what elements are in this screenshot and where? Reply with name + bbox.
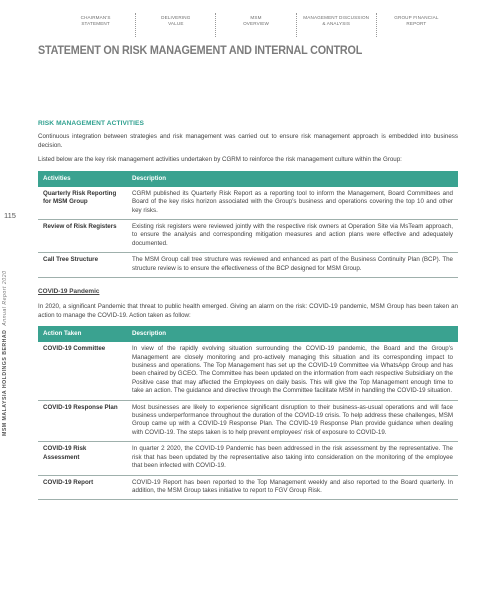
top-navigation — [56, 13, 456, 37]
activities-table — [38, 171, 458, 278]
table-row — [38, 220, 458, 253]
table-header-row — [38, 326, 458, 342]
table-row — [38, 400, 458, 442]
table-row — [38, 342, 458, 400]
activity-description: CGRM published its Quarterly Risk Report as a reporting tool to inform the Management, Board Committees and Board of the key risks horizon associated with the Group's business and operations covering the top 10 and other key risks. — [127, 187, 458, 220]
table-row — [38, 253, 458, 278]
sidebar-report: Annual Report 2020 — [2, 270, 8, 326]
action-description: In view of the rapidly evolving situation surrounding the COVID-19 pandemic, the Board and the Group's Management are closely monitoring and pro-actively managing this situation and its corresponding impact to business and operations. The Top Management has set up the COVID-19 Committee via WhatsApp Group and has been chaired by GCEO. The Committee has been updated on the information from each respective Subsidiary on the Positive case that may affected the Employees on daily basis. This will give the Top Management enough time to take an action. The guidance and directive through the Committee facilitate MSM in handling the COVID-19 situation. — [127, 342, 458, 400]
action-description: COVID-19 Report has been reported to the Top Management weekly and also reported to the Board quarterly. In addition, the MSM Group takes initiative to report to FGV Group Risk. — [127, 475, 458, 500]
activity-name: Review of Risk Registers — [38, 220, 127, 253]
activity-description: The MSM Group call tree structure was reviewed and enhanced as part of the Business Continuity Plan (BCP). The structure review is to ensure the effectiveness of the BCP designed for MSM Group. — [127, 253, 458, 278]
action-name: COVID-19 Committee — [38, 342, 127, 400]
table-header-row — [38, 171, 458, 187]
action-name: COVID-19 Risk Assessment — [38, 442, 127, 475]
covid-actions-table — [38, 326, 458, 500]
list-intro-paragraph: Listed below are the key risk management activities undertaken by CGRM to reinforce the risk management culture within the Group: — [38, 156, 402, 164]
activity-description: Existing risk registers were reviewed jointly with the respective risk owners at Operation Site via MsTeam approach, to ensure the analysis and corresponding mitigation measures and action plans were effective and adequately documented. — [127, 220, 458, 253]
page-number: 115 — [4, 211, 16, 220]
activity-name: Call Tree Structure — [38, 253, 127, 278]
nav-management-discussion[interactable]: MANAGEMENT DISCUSSION & ANALYSIS — [297, 13, 377, 37]
activity-name: Quarterly Risk Reporting for MSM Group — [38, 187, 127, 220]
nav-msm-overview[interactable]: MSM OVERVIEW — [216, 13, 296, 37]
covid-heading: COVID-19 Pandemic — [38, 288, 100, 296]
nav-group-financial-report[interactable]: GROUP FINANCIAL REPORT — [394, 15, 439, 26]
nav-chairmans-statement[interactable]: CHAIRMAN'S STATEMENT — [56, 13, 136, 37]
action-name: COVID-19 Response Plan — [38, 400, 127, 442]
header-activities: Activities — [38, 171, 127, 187]
table-row — [38, 475, 458, 500]
header-description: Description — [127, 326, 458, 342]
header-description: Description — [127, 171, 458, 187]
intro-paragraph: Continuous integration between strategies and risk management was carried out to ensure risk management approach is embedded into business decision. — [38, 133, 458, 149]
page-title: STATEMENT ON RISK MANAGEMENT AND INTERNAL CONTROL — [38, 44, 363, 57]
action-name: COVID-19 Report — [38, 475, 127, 500]
table-row — [38, 442, 458, 475]
nav-delivering-value[interactable]: DELIVERING VALUE — [136, 13, 216, 37]
main-content — [38, 120, 458, 500]
sidebar-report-label — [2, 186, 8, 436]
action-description: In quarter 2 2020, the COVID-19 Pandemic has been addressed in the risk assessment by the representative. The risk that has been updated by the representative also taking into consideration on the monitoring of the employee that been infected with COVID-19. — [127, 442, 458, 475]
header-action-taken: Action Taken — [38, 326, 127, 342]
covid-paragraph: In 2020, a significant Pandemic that threat to public health emerged. Giving an alarm on the risk: COVID-19 pandemic, MSM Group has been taken an action to manage the COVID-19. Action taken as follow: — [38, 303, 458, 319]
section-heading: RISK MANAGEMENT ACTIVITIES — [38, 120, 145, 127]
sidebar-company: MSM MALAYSIA HOLDINGS BERHAD — [2, 329, 8, 436]
table-row — [38, 187, 458, 220]
action-description: Most businesses are likely to experience significant disruption to their business-as-usual operations and will face business underperformance throughout the duration of the COVID-19 crisis. To help address these challenges, MSM Group came up with a COVID-19 Response Plan. The COVID-19 Response Plan provide guidance when dealing with COVID-19. The steps taken is to help prevent employees' risk of exposure to COVID-19. — [127, 400, 458, 442]
